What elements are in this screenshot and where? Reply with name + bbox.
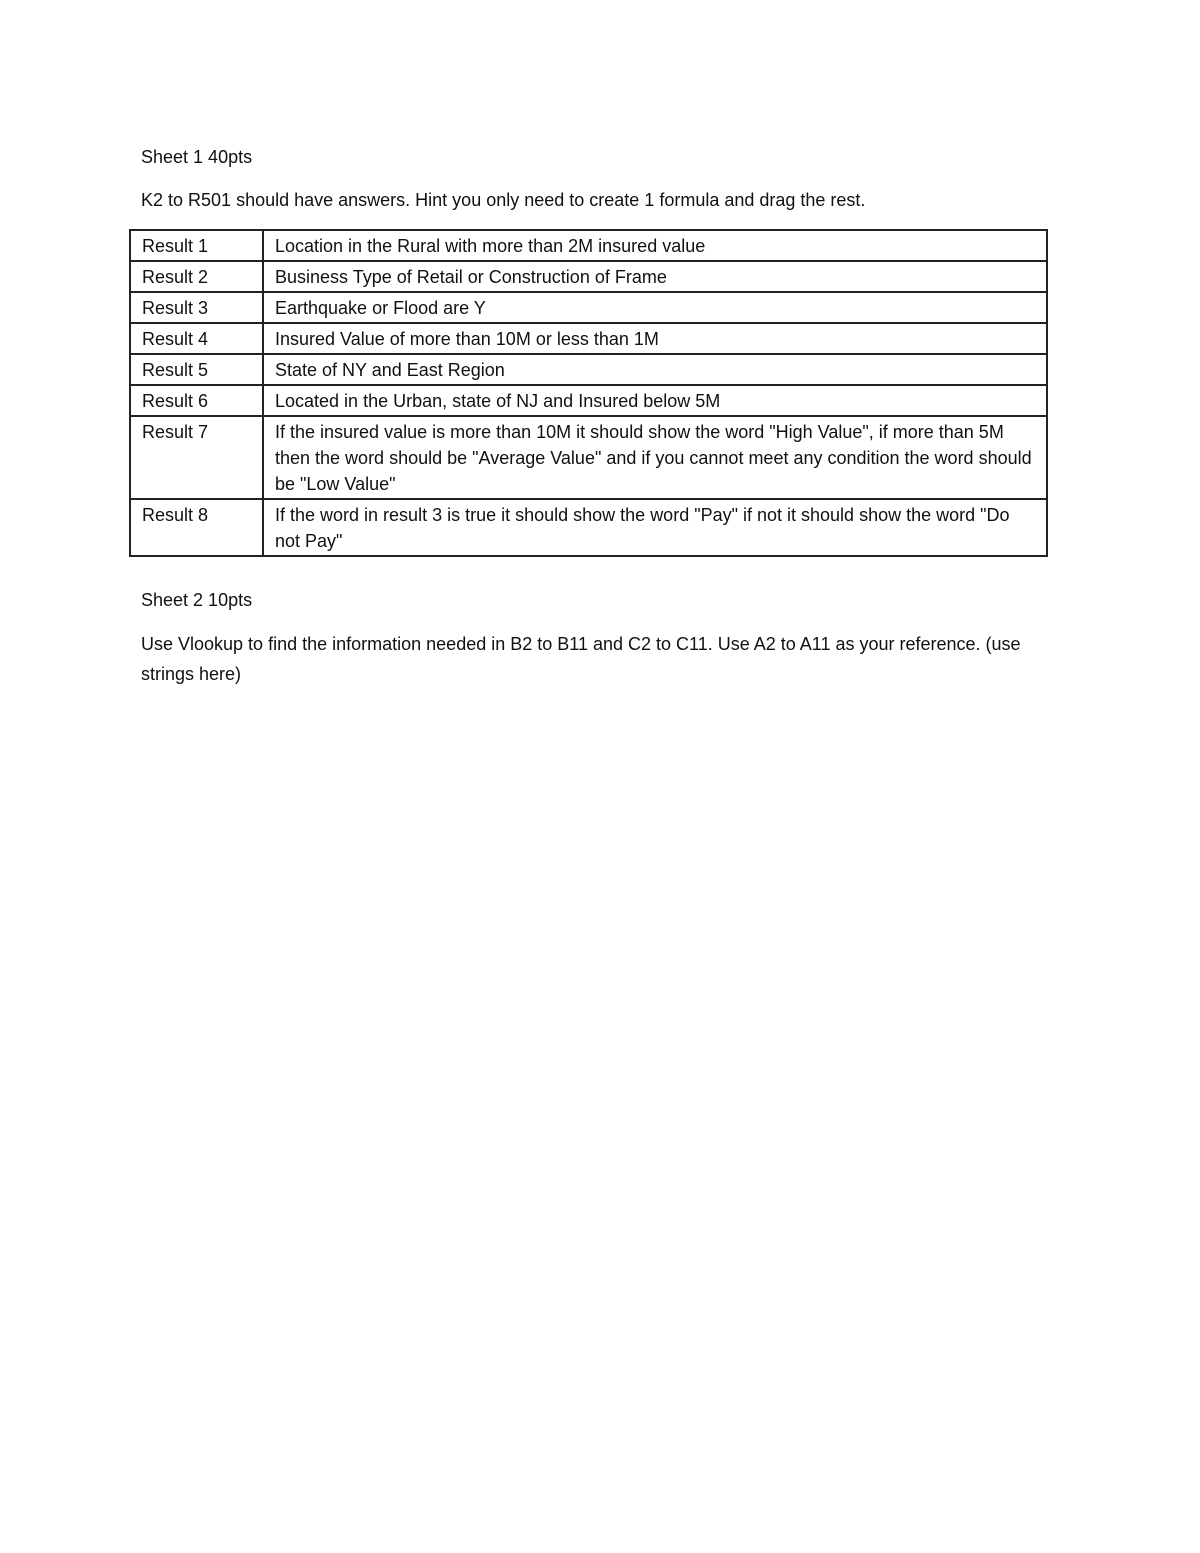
result-description: State of NY and East Region — [263, 354, 1047, 385]
result-label: Result 7 — [130, 416, 263, 499]
results-table — [129, 229, 1048, 557]
sheet1-instructions: K2 to R501 should have answers. Hint you only need to create 1 formula and drag the rest. — [141, 190, 866, 210]
result-label: Result 5 — [130, 354, 263, 385]
table-row — [130, 354, 1047, 385]
result-description: Earthquake or Flood are Y — [263, 292, 1047, 323]
result-label: Result 2 — [130, 261, 263, 292]
result-description: Location in the Rural with more than 2M insured value — [263, 230, 1047, 261]
table-row — [130, 499, 1047, 556]
table-row — [130, 261, 1047, 292]
result-label: Result 6 — [130, 385, 263, 416]
table-row — [130, 292, 1047, 323]
result-description: If the word in result 3 is true it should show the word "Pay" if not it should show the word "Do not Pay" — [263, 499, 1047, 556]
table-row — [130, 385, 1047, 416]
result-description: Insured Value of more than 10M or less than 1M — [263, 323, 1047, 354]
result-description: Business Type of Retail or Construction of Frame — [263, 261, 1047, 292]
sheet2-instructions: Use Vlookup to find the information needed in B2 to B11 and C2 to C11. Use A2 to A11 as your reference. (use strings here) — [141, 634, 1021, 684]
result-description: If the insured value is more than 10M it should show the word "High Value", if more than 5M then the word should be "Average Value" and if you cannot meet any condition the word should be "Low Value" — [263, 416, 1047, 499]
table-row — [130, 323, 1047, 354]
result-label: Result 4 — [130, 323, 263, 354]
result-label: Result 8 — [130, 499, 263, 556]
result-description: Located in the Urban, state of NJ and Insured below 5M — [263, 385, 1047, 416]
table-row — [130, 416, 1047, 499]
result-label: Result 3 — [130, 292, 263, 323]
table-row — [130, 230, 1047, 261]
sheet1-heading: Sheet 1 40pts — [141, 147, 253, 167]
sheet2-heading: Sheet 2 10pts — [141, 590, 253, 610]
result-label: Result 1 — [130, 230, 263, 261]
